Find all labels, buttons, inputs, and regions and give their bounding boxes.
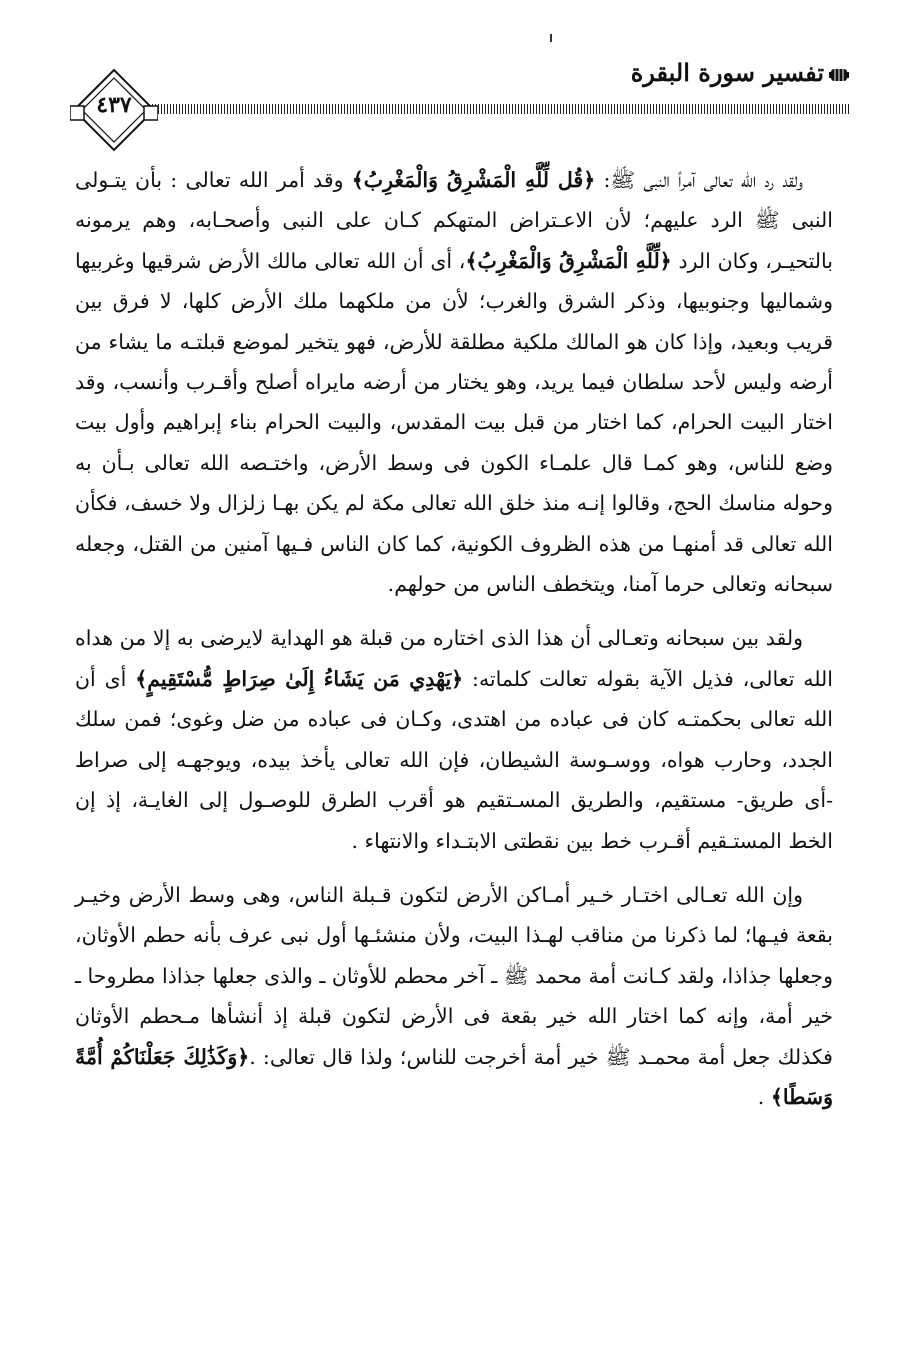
header-rule	[152, 104, 850, 114]
paragraph-text: ولقد رد الله تعالى آمراً النبى ﷺ:	[595, 168, 803, 192]
quran-verse: ﴿يَهْدِي مَن يَشَاءُ إِلَىٰ صِرَاطٍ مُّسْتَقِيمٍ﴾	[135, 666, 464, 691]
paragraph-text: ، أى أن الله تعالى مالك الأرض شرقيها وغربيها وشماليها وجنوبيها، وذكر الشرق والغرب؛ لأن من ملكهما ملك الأرض كلها، لا فرق بين قريب وبعيد، وإذا كان هو المالك ملكية مطلقة للأرض، فهو يتخير لموضع قبلتـه ما يشاء من أرضه وليس لأحد سلطان فيما يريد، وهو يختار من أرضه مايراه أصلح وأقـرب وأنسب، وقد اختار البيت الحرام، كما اختار من قبل بيت المقدس، والبيت الحرام بناء إبراهيم وأول بيت وضع للناس، وهو كمـا قال علمـاء الكون فى وسط الأرض، واختـصه الله تعالى بـأن به وحوله مناسك الحج، وقالوا إنـه منذ خلق الله تعالى مكة لم يكن بهـا زلزال ولا خسف، فكأن الله تعالى قد أمنهـا من هذه الظروف الكونية، كما كان الناس فـيها آمنين من القتل، وجعله سبحانه وتعالى حرما آمنا، ويتخطف الناس من حولهم.	[75, 248, 833, 597]
book-title: تفسير سورة البقرة	[630, 58, 824, 87]
paragraph-3	[75, 875, 833, 1117]
paragraph-1	[75, 160, 833, 604]
ornament-icon	[828, 64, 850, 86]
quran-verse: ﴿لِّلَّهِ الْمَشْرِقُ وَالْمَغْرِبُ﴾	[465, 248, 672, 273]
quran-verse: ﴿وَكَذَٰلِكَ جَعَلْنَاكُمْ أُمَّةً وَسَطًا﴾	[75, 1044, 833, 1109]
scan-mark	[550, 34, 552, 42]
paragraph-2	[75, 618, 833, 860]
paragraph-text: .	[757, 1084, 771, 1109]
paragraph-text: أى أن الله تعالى بحكمتـه كان فى عباده من اهتدى، وكـان فى عباده من ضل وغوى؛ فمن سلك الجدد، وحارب هواه، ووسـوسة الشيطان، فإن الله تعالى يأخذ بيده، ويوجهـه إلى صراط -أى طريق- مستقيم، والطريق المسـتقيم هو أقرب الطرق للوصـول إلى الغايـة، إذ إن الخط المستـقيم أقـرب خط بين نقطتى الابتـداء والانتهاء .	[75, 666, 833, 853]
paragraph-text: وقد أمر الله تعالى : بأن يتـولى النبى ﷺ الرد عليهم؛ لأن الاعـتراض المتهكم كـان على النبى وأصحـابه، وهم يرمونه بالتحيـر، وكان الرد	[75, 168, 834, 273]
paragraph-text: وإن الله تعـالى اختـار خـير أمـاكن الأرض لتكون قـبلة الناس، وهى وسط الأرض وخيـر بقعة فيـها؛ لما ذكرنا من مناقب لهـذا البيت، ولأن منشئـها أول نبى عرف بأنه حطم الأوثان، وجعلها جذاذا، ولقد كـانت أمة محمد ﷺ ـ آخر محطم للأوثان ـ والذى جعلها جذاذا مطروحا ـ خير أمة، وإنه كما اختار الله خير بقعة فى الأرض لتكون قبلة إذ أنشأها مـحطم الأوثان فكذلك جعل أمة محمـد ﷺ خير أمة أخرجت للناس؛ ولذا قال تعالى: .	[75, 882, 833, 1069]
page-number: ٤٣٧	[96, 92, 132, 118]
page-header	[60, 52, 850, 152]
tafsir-text	[75, 160, 833, 1131]
quran-verse: ﴿قُل لِّلَّهِ الْمَشْرِقُ وَالْمَغْرِبُ﴾	[351, 168, 596, 192]
paragraph-text: ولقد بين سبحانه وتعـالى أن هذا الذى اختاره من قبلة هو الهداية لايرضى به إلا من هداه الله تعالى، فذيل الآية بقوله تعالت كلماته:	[75, 626, 833, 691]
